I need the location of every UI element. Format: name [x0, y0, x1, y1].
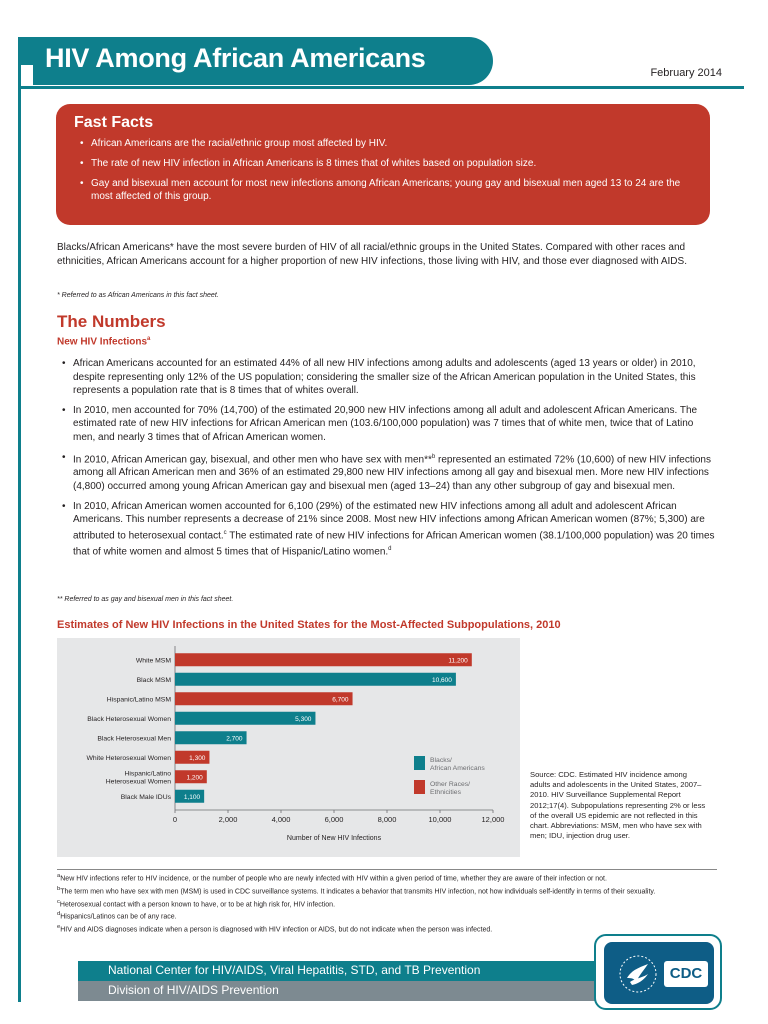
x-axis-title: Number of New HIV Infections: [286, 835, 382, 842]
footnote: [57, 872, 717, 884]
publication-date: February 2014: [650, 67, 722, 79]
bar-value-label: 1,100: [183, 793, 201, 801]
cdc-logo: CDC: [664, 961, 708, 987]
category-label: Hispanic/Latino: [124, 770, 171, 778]
item-text-a: In 2010, African American women accounted for 6,100 (29%) of the estimated new HIV infections among all adult and adolescent African Americans. This number represents a decrease of 21% since 2008. Most new HIV infections among African American women (87%; 5,300) are attributed to heterosexual contact.: [73, 500, 705, 542]
bar: [175, 653, 472, 666]
subheading-text: New HIV Infections: [57, 336, 148, 348]
x-tick-label: 10,000: [428, 815, 452, 824]
intro-footnote: * Referred to as African Americans in this fact sheet.: [57, 292, 219, 299]
footnote-sup: e: [57, 924, 61, 931]
category-label: Black MSM: [136, 676, 171, 684]
bar-value-label: 1,300: [189, 754, 206, 762]
footnote: [57, 910, 717, 922]
numbers-footnote: ** Referred to as gay and bisexual men in this fact sheet.: [57, 596, 234, 603]
intro-paragraph: Blacks/African Americans* have the most severe burden of HIV of all racial/ethnic groups in the United States. Compared with other races and ethnicities, African Americans account for a higher proportion of new HIV infections, those living with HIV, and those ever diagnosed with AIDS.: [57, 242, 687, 267]
item-sup: b: [431, 453, 436, 460]
legend-swatch: [414, 780, 425, 794]
x-tick-label: 0: [172, 815, 178, 824]
footnote-sup: a: [57, 873, 61, 879]
hhs-eagle-icon: [618, 954, 658, 994]
legend-label: Other Races/: [430, 781, 471, 788]
x-tick-label: 2,000: [218, 815, 238, 824]
list-item: • African Americans are the racial/ethnic group most affected by HIV.: [74, 137, 692, 150]
item-sup: c: [223, 529, 227, 536]
bar-value-label: 5,300: [295, 715, 312, 723]
chart-title: Estimates of New HIV Infections in the United States for the Most-Affected Subpopulations, 2010: [57, 619, 561, 631]
new-infections-subheading: [57, 336, 150, 347]
footnote-text: Hispanics/Latinos can be of any race.: [60, 913, 177, 921]
list-item: [57, 500, 717, 559]
fast-facts-list: [74, 137, 692, 203]
subheading-sup: a: [147, 336, 151, 342]
footer-division-name: Division of HIV/AIDS Prevention: [78, 981, 708, 1001]
item-text-b: The estimated rate of new HIV infections for African American women (38.1/100,000 population) was 20 times that of white women and almost 5 times that of Hispanic/Latino women.: [73, 530, 715, 558]
category-label: White MSM: [135, 657, 171, 665]
category-label: Black Heterosexual Women: [87, 715, 171, 723]
footnote-text: The term men who have sex with men (MSM) is used in CDC surveillance systems. It indicates a behavior that transmits HIV infection, not how individuals self-identify in terms of their sexuality.: [60, 888, 656, 896]
page-title: HIV Among African Americans: [33, 37, 493, 85]
legend-label: Ethnicities: [430, 789, 461, 796]
bar-value-label: 6,700: [332, 696, 349, 704]
list-item: [57, 451, 717, 494]
x-tick-label: 6,000: [324, 815, 344, 824]
footer-center-name: National Center for HIV/AIDS, Viral Hepatitis, STD, and TB Prevention: [78, 961, 708, 981]
list-item: • African Americans accounted for an estimated 44% of all new HIV infections among adults and adolescents (aged 13 years or older) in 2010, despite representing only 12% of the US population; considering the smaller size of the African American population in the United States, this represents a population rate that is 8 times that of whites overall.: [57, 357, 717, 398]
frame-top-border: [18, 86, 744, 89]
frame-left-border: [18, 62, 21, 1002]
footnote-text: New HIV infections refer to HIV incidence, or the number of people who are newly infected with HIV within a given period of time, whether they are aware of their infection or not.: [60, 875, 607, 883]
bar: [175, 692, 353, 705]
footnotes: [57, 872, 717, 936]
bar-value-label: 10,600: [432, 676, 452, 684]
list-item: • The rate of new HIV infection in African Americans is 8 times that of whites based on population size.: [74, 157, 692, 170]
bar-value-label: 1,200: [186, 774, 203, 782]
footnote-text: Heterosexual contact with a person known to have, or to be at high risk for, HIV infection.: [59, 900, 336, 908]
footnote-sup: c: [57, 898, 60, 905]
cdc-badge: [594, 934, 722, 1010]
fast-facts-title: Fast Facts: [74, 114, 154, 131]
footnote: [57, 885, 717, 897]
legend-label: African Americans: [430, 765, 485, 772]
bar: [175, 673, 456, 686]
category-label: Hispanic/Latino MSM: [106, 696, 171, 704]
footnote-sup: d: [57, 911, 61, 918]
numbers-heading: The Numbers: [57, 312, 166, 331]
legend-label: Blacks/: [430, 757, 452, 764]
category-label: Black Heterosexual Men: [97, 735, 171, 743]
bar-value-label: 11,200: [448, 657, 468, 665]
legend-swatch: [414, 756, 425, 770]
item-sup2: d: [388, 545, 392, 552]
category-label: Heterosexual Women: [105, 778, 171, 786]
item-text-a: In 2010, African American gay, bisexual, and other men who have sex with men**: [73, 453, 432, 465]
list-item: • Gay and bisexual men account for most new infections among African Americans; young gay and bisexual men aged 13 to 24 are the most affected of this group.: [74, 177, 692, 203]
list-item: • In 2010, men accounted for 70% (14,700) of the estimated 20,900 new HIV infections among all adult and adolescent African Americans. The estimated rate of new HIV infections for African American men (103.6/100,000 population) was 7 times that of white men, twice that of Latino men, and nearly 3 times that of African American women.: [57, 404, 717, 445]
fast-facts-box: [56, 104, 710, 225]
bar-chart: [57, 638, 520, 857]
x-tick-label: 4,000: [271, 815, 291, 824]
chart-source-note: Source: CDC. Estimated HIV incidence among adults and adolescents in the United States, 2007–2010. HIV Surveillance Supplemental Report 2012;17(4). Subpopulations representing 2% or less of the overall US epidemic are not reflected in this chart. Abbreviations: MSM, men who have sex with men; IDU, injection drug user.: [530, 770, 706, 841]
footnote-text: HIV and AIDS diagnoses indicate when a person is diagnosed with HIV infection or AIDS, but do not indicate when the person was infected.: [60, 926, 493, 934]
footnote: [57, 898, 717, 910]
footnote-sup: b: [57, 885, 61, 892]
bar-value-label: 2,700: [226, 735, 243, 743]
footnote-divider: [57, 869, 717, 870]
cdc-badge-inner: [604, 942, 714, 1004]
category-label: White Heterosexual Women: [86, 754, 171, 762]
item-text-b: represented an estimated 72% (10,600) of new HIV infections among all African American men and 36% of an estimated 29,800 new HIV infections among all gay and bisexual men. More new HIV infections (4,800) occurred among young African American gay and bisexual men (aged 13–24) than any other subgroup of gay and bisexual men.: [73, 453, 711, 493]
category-label: Black Male IDUs: [120, 793, 171, 801]
numbers-list: [57, 357, 717, 565]
x-tick-label: 12,000: [481, 815, 505, 824]
x-tick-label: 8,000: [377, 815, 397, 824]
